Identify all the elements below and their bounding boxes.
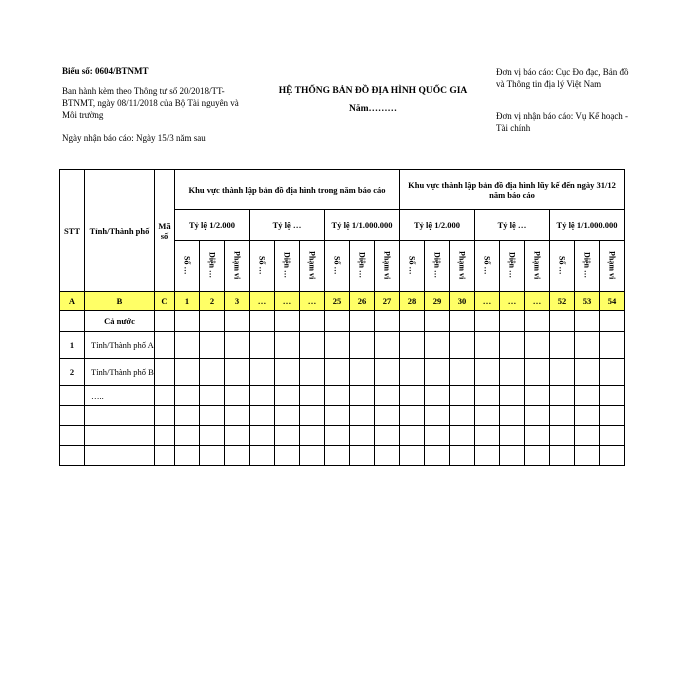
data-cell[interactable] <box>225 386 250 406</box>
data-cell[interactable] <box>600 426 625 446</box>
data-cell[interactable] <box>475 446 500 466</box>
data-cell[interactable] <box>525 406 550 426</box>
row-stt <box>60 426 85 446</box>
form-code: Biểu số: 0604/BTNMT <box>62 66 149 76</box>
data-cell[interactable] <box>400 426 425 446</box>
data-cell[interactable] <box>525 446 550 466</box>
sub-header-cell <box>400 241 425 292</box>
data-cell[interactable] <box>475 406 500 426</box>
index-cell: 3 <box>225 292 250 311</box>
data-cell[interactable] <box>300 311 325 332</box>
data-cell[interactable] <box>275 359 300 386</box>
data-cell[interactable] <box>325 406 350 426</box>
data-cell[interactable] <box>450 406 475 426</box>
index-cell: … <box>275 292 300 311</box>
reporting-unit: Đơn vị báo cáo: Cục Đo đạc, Bản đồ và Thông tin địa lý Việt Nam <box>496 67 629 89</box>
sub-header-cell <box>200 241 225 292</box>
scale-header: Tỷ lệ 1/1.000.000 <box>325 210 400 241</box>
sub-header-cell <box>500 241 525 292</box>
data-cell[interactable] <box>600 359 625 386</box>
index-cell: … <box>500 292 525 311</box>
index-cell: 29 <box>425 292 450 311</box>
data-cell[interactable] <box>175 311 200 332</box>
sub-header-cell <box>575 241 600 292</box>
issued-by-text: Ban hành kèm theo Thông tư số 20/2018/TT-BTNMT, ngày 08/11/2018 của Bộ Tài nguyên và Môi trường <box>62 86 239 120</box>
index-cell: C <box>155 292 175 311</box>
data-cell[interactable] <box>250 406 275 426</box>
data-cell[interactable] <box>325 332 350 359</box>
index-cell: 1 <box>175 292 200 311</box>
data-cell[interactable] <box>300 406 325 426</box>
sub-header-label: Số … <box>482 255 492 275</box>
data-cell[interactable] <box>550 426 575 446</box>
scale-header: Tỷ lệ 1/2.000 <box>175 210 250 241</box>
header-code: Mã số <box>155 170 175 292</box>
data-cell[interactable] <box>175 446 200 466</box>
sub-header-label: Phạm vi <box>307 250 317 280</box>
index-cell: 25 <box>325 292 350 311</box>
data-cell[interactable] <box>450 311 475 332</box>
data-cell[interactable] <box>525 426 550 446</box>
data-cell[interactable] <box>225 311 250 332</box>
report-title: HỆ THỐNG BẢN ĐỒ ĐỊA HÌNH QUỐC GIA <box>278 86 468 96</box>
data-cell[interactable] <box>375 426 400 446</box>
data-cell[interactable] <box>525 386 550 406</box>
data-cell[interactable] <box>350 386 375 406</box>
data-cell[interactable] <box>400 311 425 332</box>
data-cell[interactable] <box>500 359 525 386</box>
sub-header-cell <box>450 241 475 292</box>
data-cell[interactable] <box>155 446 175 466</box>
index-cell: … <box>250 292 275 311</box>
data-cell[interactable] <box>200 406 225 426</box>
row-name <box>85 446 155 466</box>
data-cell[interactable] <box>475 386 500 406</box>
data-cell[interactable] <box>175 426 200 446</box>
data-cell[interactable] <box>275 332 300 359</box>
data-cell[interactable] <box>155 311 175 332</box>
index-cell: 28 <box>400 292 425 311</box>
index-cell: … <box>300 292 325 311</box>
sub-header-label: Phạm vi <box>232 250 242 280</box>
data-cell[interactable] <box>400 446 425 466</box>
data-cell[interactable] <box>155 332 175 359</box>
data-cell[interactable] <box>275 311 300 332</box>
index-cell: … <box>525 292 550 311</box>
data-cell[interactable] <box>450 446 475 466</box>
data-cell[interactable] <box>225 332 250 359</box>
header-province: Tỉnh/Thành phố <box>85 170 155 292</box>
index-cell: 52 <box>550 292 575 311</box>
table-row <box>60 386 625 406</box>
data-cell[interactable] <box>400 386 425 406</box>
row-name: ….. <box>85 386 155 406</box>
data-cell[interactable] <box>325 311 350 332</box>
data-cell[interactable] <box>575 332 600 359</box>
sub-header-cell <box>525 241 550 292</box>
row-name <box>85 426 155 446</box>
data-cell[interactable] <box>375 406 400 426</box>
data-cell[interactable] <box>575 446 600 466</box>
row-name: Tỉnh/Thành phố B <box>85 359 155 386</box>
sub-header-label: Diện … <box>207 252 217 278</box>
row-stt: 1 <box>60 332 85 359</box>
data-cell[interactable] <box>200 426 225 446</box>
data-cell[interactable] <box>250 332 275 359</box>
data-cell[interactable] <box>275 406 300 426</box>
table-row <box>60 311 625 332</box>
data-cell[interactable] <box>350 332 375 359</box>
data-cell[interactable] <box>575 406 600 426</box>
data-cell[interactable] <box>500 332 525 359</box>
data-cell[interactable] <box>300 359 325 386</box>
data-cell[interactable] <box>500 386 525 406</box>
data-cell[interactable] <box>550 386 575 406</box>
data-cell[interactable] <box>225 359 250 386</box>
data-cell[interactable] <box>300 332 325 359</box>
data-cell[interactable] <box>350 426 375 446</box>
data-cell[interactable] <box>550 406 575 426</box>
data-cell[interactable] <box>200 332 225 359</box>
index-cell: 2 <box>200 292 225 311</box>
data-cell[interactable] <box>600 406 625 426</box>
row-name: Cả nước <box>85 311 155 332</box>
index-cell: A <box>60 292 85 311</box>
header-group-cumulative: Khu vực thành lập bản đồ địa hình lũy kế đến ngày 31/12 năm báo cáo <box>400 170 625 210</box>
data-cell[interactable] <box>475 332 500 359</box>
index-cell: 26 <box>350 292 375 311</box>
data-cell[interactable] <box>400 406 425 426</box>
data-cell[interactable] <box>200 446 225 466</box>
data-cell[interactable] <box>250 311 275 332</box>
data-cell[interactable] <box>600 332 625 359</box>
data-cell[interactable] <box>425 386 450 406</box>
data-cell[interactable] <box>450 426 475 446</box>
table-row <box>60 406 625 426</box>
data-cell[interactable] <box>525 359 550 386</box>
sub-header-cell <box>175 241 200 292</box>
table-row <box>60 332 625 359</box>
sub-header-cell <box>550 241 575 292</box>
sub-header-label: Diện … <box>432 252 442 278</box>
data-cell[interactable] <box>600 446 625 466</box>
data-cell[interactable] <box>225 446 250 466</box>
data-cell[interactable] <box>525 311 550 332</box>
data-cell[interactable] <box>475 359 500 386</box>
data-cell[interactable] <box>600 311 625 332</box>
table-row <box>60 446 625 466</box>
sub-header-cell <box>225 241 250 292</box>
data-cell[interactable] <box>500 426 525 446</box>
data-cell[interactable] <box>475 311 500 332</box>
sub-header-label: Phạm vi <box>532 250 542 280</box>
scale-header: Tỷ lệ 1/1.000.000 <box>550 210 625 241</box>
data-cell[interactable] <box>250 446 275 466</box>
data-cell[interactable] <box>350 406 375 426</box>
sub-header-label: Diện … <box>282 252 292 278</box>
index-cell: B <box>85 292 155 311</box>
data-cell[interactable] <box>475 426 500 446</box>
received-date-text: Ngày nhận báo cáo: Ngày 15/3 năm sau <box>62 133 206 143</box>
data-cell[interactable] <box>300 386 325 406</box>
sub-header-label: Diện … <box>507 252 517 278</box>
data-cell[interactable] <box>550 446 575 466</box>
data-cell[interactable] <box>425 406 450 426</box>
sub-header-cell <box>425 241 450 292</box>
index-cell: 30 <box>450 292 475 311</box>
row-stt <box>60 446 85 466</box>
data-cell[interactable] <box>375 446 400 466</box>
data-cell[interactable] <box>575 426 600 446</box>
sub-header-label: Số … <box>332 255 342 275</box>
data-cell[interactable] <box>250 359 275 386</box>
data-cell[interactable] <box>175 359 200 386</box>
report-table <box>59 169 625 466</box>
data-cell[interactable] <box>225 426 250 446</box>
data-cell[interactable] <box>450 332 475 359</box>
sub-header-cell <box>350 241 375 292</box>
data-cell[interactable] <box>175 332 200 359</box>
data-cell[interactable] <box>275 386 300 406</box>
row-stt <box>60 406 85 426</box>
data-cell[interactable] <box>155 359 175 386</box>
data-cell[interactable] <box>300 426 325 446</box>
data-cell[interactable] <box>425 426 450 446</box>
data-cell[interactable] <box>155 406 175 426</box>
report-year: Năm……… <box>348 104 398 114</box>
sub-header-label: Phạm vi <box>607 250 617 280</box>
header-group-year: Khu vực thành lập bản đồ địa hình trong năm báo cáo <box>175 170 400 210</box>
receiving-unit: Đơn vị nhận báo cáo: Vụ Kế hoạch - Tài chính <box>496 111 629 133</box>
index-cell: … <box>475 292 500 311</box>
data-cell[interactable] <box>450 359 475 386</box>
data-cell[interactable] <box>350 311 375 332</box>
data-cell[interactable] <box>225 406 250 426</box>
data-cell[interactable] <box>575 311 600 332</box>
data-cell[interactable] <box>155 426 175 446</box>
data-cell[interactable] <box>550 359 575 386</box>
data-cell[interactable] <box>500 406 525 426</box>
data-cell[interactable] <box>425 332 450 359</box>
data-cell[interactable] <box>300 446 325 466</box>
data-cell[interactable] <box>425 311 450 332</box>
index-cell: 53 <box>575 292 600 311</box>
table-row <box>60 426 625 446</box>
data-cell[interactable] <box>250 426 275 446</box>
row-stt <box>60 386 85 406</box>
data-cell[interactable] <box>575 359 600 386</box>
data-cell[interactable] <box>325 359 350 386</box>
data-cell[interactable] <box>350 446 375 466</box>
data-cell[interactable] <box>425 446 450 466</box>
data-cell[interactable] <box>175 386 200 406</box>
row-name: Tỉnh/Thành phố A <box>85 332 155 359</box>
data-cell[interactable] <box>375 359 400 386</box>
data-cell[interactable] <box>200 311 225 332</box>
sub-header-cell <box>475 241 500 292</box>
sub-header-cell <box>375 241 400 292</box>
scale-header: Tỷ lệ 1/2.000 <box>400 210 475 241</box>
data-cell[interactable] <box>275 426 300 446</box>
data-cell[interactable] <box>375 311 400 332</box>
index-cell: 54 <box>600 292 625 311</box>
index-cell: 27 <box>375 292 400 311</box>
data-cell[interactable] <box>400 359 425 386</box>
data-cell[interactable] <box>575 386 600 406</box>
data-cell[interactable] <box>200 386 225 406</box>
row-stt <box>60 311 85 332</box>
data-cell[interactable] <box>600 386 625 406</box>
sub-header-label: Số … <box>257 255 267 275</box>
data-cell[interactable] <box>375 332 400 359</box>
row-name <box>85 406 155 426</box>
sub-header-cell <box>300 241 325 292</box>
sub-header-cell <box>600 241 625 292</box>
data-cell[interactable] <box>250 386 275 406</box>
row-stt: 2 <box>60 359 85 386</box>
table-row <box>60 359 625 386</box>
data-cell[interactable] <box>375 386 400 406</box>
data-cell[interactable] <box>175 406 200 426</box>
header-stt: STT <box>60 170 85 292</box>
data-cell[interactable] <box>155 386 175 406</box>
scale-header: Tỷ lệ … <box>475 210 550 241</box>
data-cell[interactable] <box>325 386 350 406</box>
sub-header-label: Phạm vi <box>382 250 392 280</box>
data-cell[interactable] <box>400 332 425 359</box>
data-cell[interactable] <box>275 446 300 466</box>
data-cell[interactable] <box>525 332 550 359</box>
data-cell[interactable] <box>500 311 525 332</box>
data-cell[interactable] <box>450 386 475 406</box>
sub-header-label: Diện … <box>582 252 592 278</box>
data-cell[interactable] <box>200 359 225 386</box>
data-cell[interactable] <box>350 359 375 386</box>
sub-header-label: Số … <box>557 255 567 275</box>
data-cell[interactable] <box>500 446 525 466</box>
sub-header-cell <box>325 241 350 292</box>
sub-header-label: Diện … <box>357 252 367 278</box>
scale-header: Tỷ lệ … <box>250 210 325 241</box>
data-cell[interactable] <box>325 426 350 446</box>
sub-header-label: Phạm vi <box>457 250 467 280</box>
data-cell[interactable] <box>325 446 350 466</box>
data-cell[interactable] <box>550 332 575 359</box>
data-cell[interactable] <box>550 311 575 332</box>
sub-header-cell <box>275 241 300 292</box>
sub-header-label: Số … <box>182 255 192 275</box>
sub-header-cell <box>250 241 275 292</box>
data-cell[interactable] <box>425 359 450 386</box>
sub-header-label: Số … <box>407 255 417 275</box>
